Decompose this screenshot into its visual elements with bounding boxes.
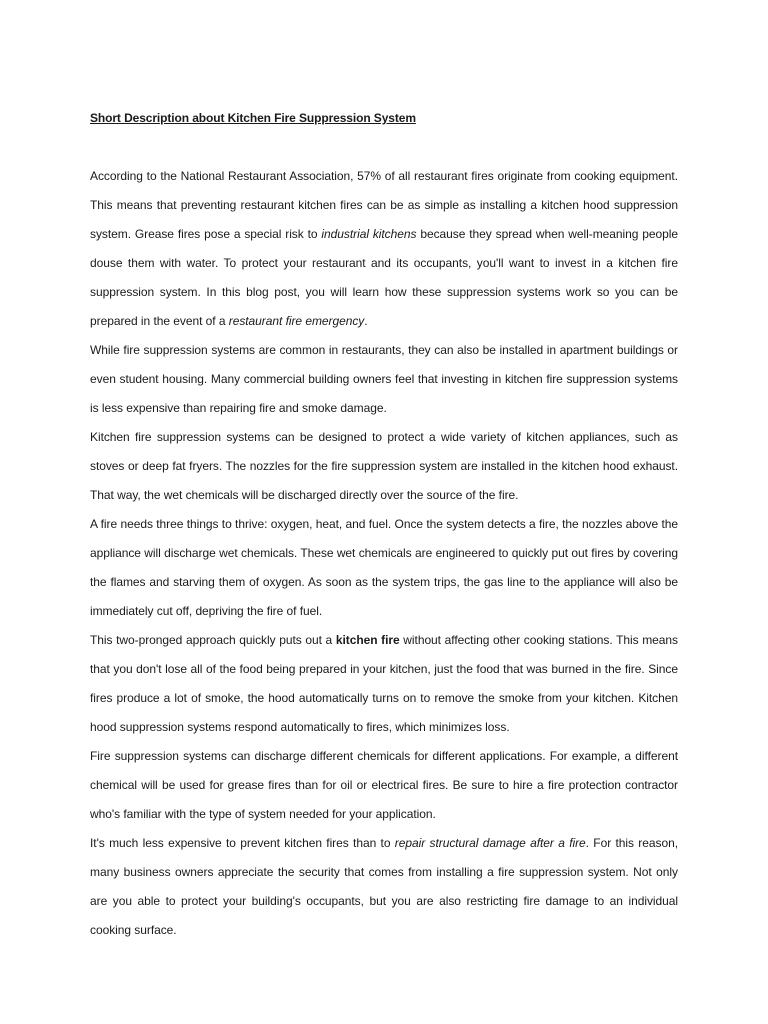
paragraph-text: This two-pronged approach quickly puts out a [90, 633, 336, 647]
paragraph-text: While fire suppression systems are common in restaurants, they can also be installed in apartment buildings or even student housing. Many commercial building owners feel that investing in kitchen fire suppression systems is less expensive than repairing fire and smoke damage. [90, 343, 678, 415]
paragraph-text: . [364, 314, 368, 328]
paragraph-bold-text: kitchen fire [335, 633, 400, 647]
paragraph [90, 162, 678, 336]
paragraph-text: Kitchen fire suppression systems can be designed to protect a wide variety of kitchen appliances, such as stoves or deep fat fryers. The nozzles for the fire suppression system are installed in the kitchen hood exhaust. That way, the wet chemicals will be discharged directly over the source of the fire. [90, 430, 678, 502]
paragraph-text: Fire suppression systems can discharge different chemicals for different applications. For example, a different chemical will be used for grease fires than for oil or electrical fires. Be sure to hire a fire protection contractor who's familiar with the type of system needed for your application. [90, 749, 678, 821]
paragraph [90, 626, 678, 742]
paragraph-text: It's much less expensive to prevent kitchen fires than to [90, 836, 395, 850]
document-title: Short Description about Kitchen Fire Suppression System [90, 111, 416, 125]
paragraph [90, 336, 678, 423]
paragraph [90, 829, 678, 945]
paragraph-italic-text: repair structural damage after a fire [394, 836, 586, 850]
document-body [90, 104, 678, 945]
paragraph-italic-text: industrial kitchens [321, 227, 417, 241]
paragraph-text: . For this reason, many business owners appreciate the security that comes from installing a fire suppression system. Not only are you able to protect your building's occupants, but you are also restricting fire damage to an individual cooking surface. [90, 836, 678, 937]
paragraph [90, 423, 678, 510]
paragraph-text: A fire needs three things to thrive: oxygen, heat, and fuel. Once the system detects a fire, the nozzles above the appliance will discharge wet chemicals. These wet chemicals are engineered to quickly put out fires by covering the flames and starving them of oxygen. As soon as the system trips, the gas line to the appliance will also be immediately cut off, depriving the fire of fuel. [90, 517, 678, 618]
paragraph-text: because they spread when well-meaning people douse them with water. To protect your restaurant and its occupants, you'll want to invest in a kitchen fire suppression system. In this blog post, you will learn how these suppression systems work so you can be prepared in the event of a [90, 227, 679, 328]
paragraph-italic-text: restaurant fire emergency [228, 314, 365, 328]
paragraph-text: According to the National Restaurant Association, 57% of all restaurant fires originate from cooking equipment. This means that preventing restaurant kitchen fires can be as simple as installing a kitchen hood suppression system. Grease fires pose a special risk to [90, 169, 678, 241]
paragraph-text: without affecting other cooking stations. This means that you don't lose all of the food being prepared in your kitchen, just the food that was burned in the fire. Since fires produce a lot of smoke, the hood automatically turns on to remove the smoke from your kitchen. Kitchen hood suppression systems respond automatically to fires, which minimizes loss. [90, 633, 678, 734]
paragraph [90, 510, 678, 626]
paragraph [90, 742, 678, 829]
